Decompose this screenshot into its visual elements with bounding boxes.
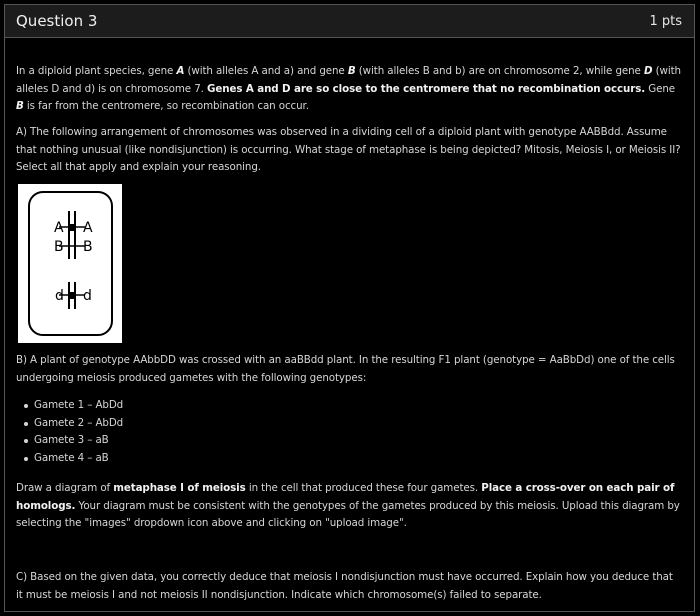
chromosome-figure (18, 184, 122, 343)
chromosome-diagram (18, 184, 122, 343)
list-item: Gamete 4 – aB (16, 450, 123, 468)
draw-bold: metaphase I of meiosis (113, 482, 246, 494)
gamete-list (16, 397, 123, 467)
allele-label: A (83, 220, 93, 236)
draw-text: Your diagram must be consistent with the genotypes of the gametes produced by this meiosis. Upload this diagram by selecting the "images" dropdown icon above and clicking on "upload image". (16, 499, 680, 529)
intro-text: Gene (645, 82, 675, 95)
draw-bold: Place a cross-over on each pair of homologs. (16, 482, 675, 512)
question-card (4, 4, 695, 612)
gene-b-label: B (16, 100, 24, 112)
intro-text: is far from the centromere, so recombination can occur. (23, 100, 309, 112)
draw-text: in the cell that produced these four gametes. (245, 482, 482, 494)
draw-text: Draw a diagram of (16, 482, 114, 494)
list-item: Gamete 3 – aB (16, 432, 123, 450)
list-item: Gamete 1 – AbDd (16, 397, 123, 415)
question-header (5, 5, 694, 38)
gene-a-label: A (176, 65, 185, 77)
cell-outline (29, 192, 112, 335)
part-c-text: C) Based on the given data, you correctly deduce that meiosis I nondisjunction must have occurred. Explain how you deduce that it must be meiosis I and not meiosis II nondisjunction. Indicate which chromosome(s) failed to separate. (16, 571, 673, 601)
allele-label: B (54, 239, 64, 255)
intro-text: In a diploid plant species, gene (16, 65, 177, 77)
question-title: Question 3 (16, 12, 98, 30)
gene-b-label: B (347, 65, 356, 77)
allele-label: d (55, 288, 64, 304)
gene-d-label: D (643, 65, 653, 77)
intro-bold-statement: Genes A and D are so close to the centromere that no recombination occurs. (207, 82, 646, 95)
intro-paragraph (16, 63, 681, 116)
question-points: 1 pts (649, 13, 682, 29)
part-a-text: A) The following arrangement of chromosomes was observed in a dividing cell of a diploid plant with genotype AABBdd. Assume that nothing unusual (like nondisjunction) is occurring. What stage of metaphase is being depicted? Mitosis, Meiosis I, or Meiosis II? Select all that apply and explain your reasoning. (16, 126, 681, 173)
part-b-text: B) A plant of genotype AAbbDD was crossed with an aaBBdd plant. In the resulting F1 plant (genotype = AaBbDd) one of the cells undergoing meiosis produced gametes with the following genotypes: (16, 354, 675, 384)
centromere (68, 292, 76, 299)
intro-text: (with alleles A and a) and gene (184, 65, 348, 77)
intro-text: (with alleles B and b) are on chromosome 2, while gene (355, 65, 644, 77)
allele-label: B (83, 239, 93, 255)
draw-instructions (16, 480, 681, 533)
intro-text: (with alleles D and d) is on chromosome 7. (16, 65, 681, 95)
centromere (68, 224, 76, 231)
list-item: Gamete 2 – AbDd (16, 415, 123, 433)
allele-label: d (83, 288, 92, 304)
allele-label: A (54, 220, 64, 236)
